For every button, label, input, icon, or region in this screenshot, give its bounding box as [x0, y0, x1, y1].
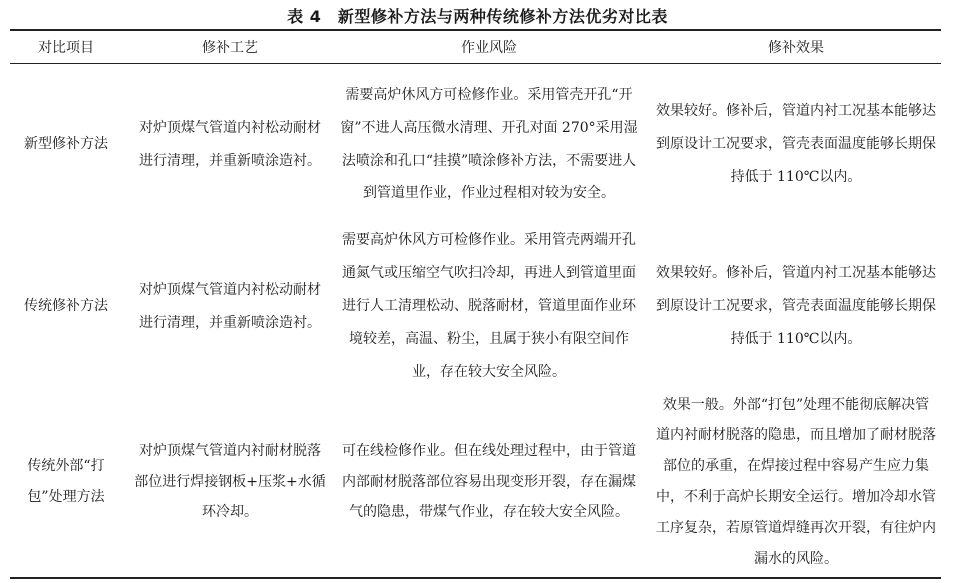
header-repair-effect: 修补效果: [768, 40, 824, 56]
row-2-item: 传统修补方法: [24, 298, 108, 315]
header-operation-risk: 作业风险: [461, 40, 517, 56]
row-2-effect: 效果较好。修补后，管道内衬工况基本能够达到原设计工况要求，管壳表面温度能够长期保持低于 110℃以内。: [656, 265, 936, 347]
row-1-item: 新型修补方法: [24, 136, 108, 153]
header-repair-process: 修补工艺: [202, 40, 258, 56]
row-1-effect: 效果较好。修补后，管道内衬工况基本能够达到原设计工况要求，管壳表面温度能够长期保持低于 110℃以内。: [656, 103, 936, 185]
table-title: 表 4 新型修补方法与两种传统修补方法优劣对比表: [287, 7, 668, 26]
header-comparison-item: 对比项目: [38, 40, 94, 56]
row-3-item: 传统外部“打包”处理方法: [27, 458, 105, 505]
row-3-risk: 可在线检修作业。但在线处理过程中，由于管道内部耐材脱落部位容易出现变形开裂，存在漏煤气的隐患，带煤气作业，存在较大安全风险。: [342, 442, 636, 521]
row-1-process: 对炉顶煤气管道内衬松动耐材进行清理，并重新喷涂造衬。: [139, 119, 321, 169]
row-3-process: 对炉顶煤气管道内衬耐材脱落部位进行焊接钢板+压浆+水循环冷却。: [134, 442, 326, 521]
row-2-process: 对炉顶煤气管道内衬松动耐材进行清理，并重新喷涂造衬。: [139, 281, 321, 331]
row-3-effect: 效果一般。外部“打包”处理不能彻底解决管道内衬耐材脱落的隐患，而且增加了耐材脱落部位的承重，在焊接过程中容易产生应力集中，不利于高炉长期安全运行。增加冷却水管工序复杂，若原管道焊缝再次开裂，有往炉内漏水的风险。: [656, 396, 936, 567]
bottom-rule: [10, 577, 941, 579]
row-2-risk: 需要高炉休风方可检修作业。采用管壳两端开孔通氮气或压缩空气吹扫冷却，再进人到管道里面进行人工清理松动、脱落耐材，管道里面作业环境较差，高温、粉尘，且属于狭小有限空间作业，存在较大安全风险。: [342, 232, 636, 380]
row-1-risk: 需要高炉休风方可检修作业。采用管壳开孔“开窗”不进人高压微水清理、开孔对面 270°采用湿法喷涂和孔口“挂摸”喷涂修补方法，不需要进人到管道里作业，作业过程相对较为安全。: [340, 86, 638, 202]
